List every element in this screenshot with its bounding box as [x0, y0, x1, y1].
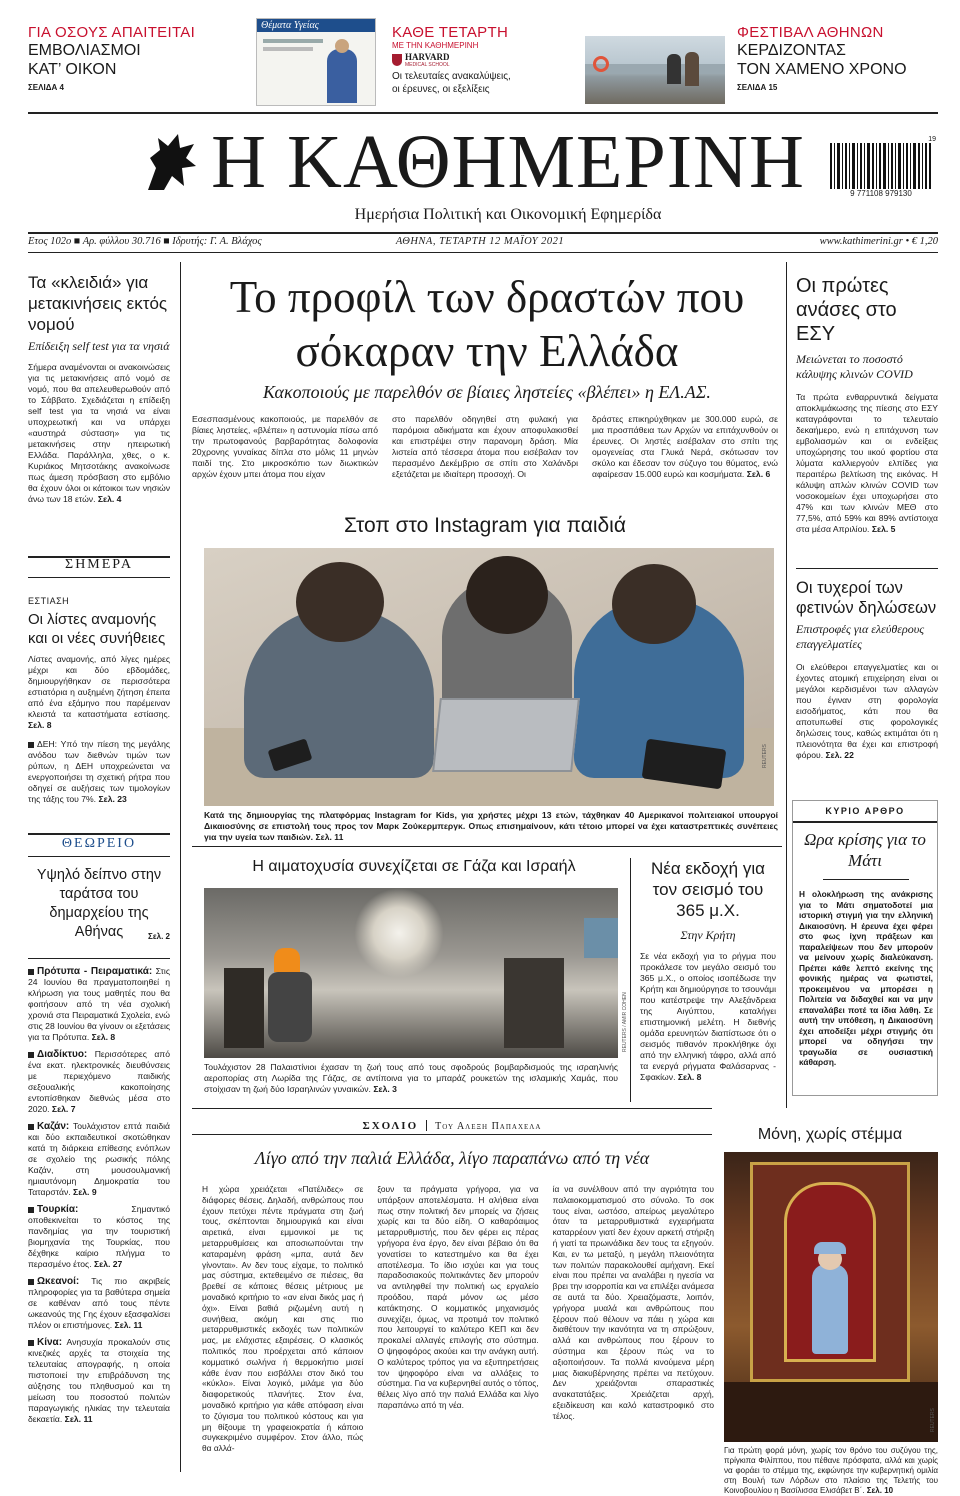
barcode-number: 9 771108 979130 [850, 189, 912, 198]
teaser-harvard[interactable] [392, 24, 552, 96]
main-deck: Κακοποιούς με παρελθόν σε βίαιες ληστείες «βλέπει» η ΕΛ.ΑΣ. [263, 382, 711, 402]
brief-item[interactable]: Κίνα: Ανησυχία προκαλούν στις κινεζικές αρχές τα στοιχεία της τελευταίας απογραφής, η οποία πιστοποιεί την επιβράδυνση της αύξησης του πληθυσμού και τη μείωση του ποσοστού πολιτών παραγωγικής ηλικίας την τελευταία δεκαετία. Σελ. 11 [28, 1337, 170, 1424]
main-body [192, 414, 778, 480]
queen-title[interactable]: Μόνη, χωρίς στέμμα [757, 1126, 903, 1143]
teaser-label: ΓΙΑ ΟΣΟΥΣ ΑΠΑΙΤΕΙΤΑΙ [28, 24, 196, 41]
harvard-shield-icon [392, 54, 402, 66]
instagram-caption: Κατά της δημιουργίας της πλατφόρμας Instagram for Kids, για χρήστες μέχρι 13 ετών, τάχθηκαν 40 Αμερικανοί πολιτειακοί υπουργοί Δικαιοσύνης σε επιστολή τους προς τον Μαρκ Ζούκερμπεργκ. Οπως επισημαίνουν, κάτι τέτοιο μπορεί να έχει καταστρεπτικές συνέπειες για την υγεία των παιδιών. Σελ. 11 [204, 810, 778, 842]
gaza-caption: Τουλάχιστον 28 Παλαιστίνιοι έχασαν τη ζωή τους από τους σφοδρούς βομβαρδισμούς της ισραηλινής αεροπορίας στη Λωρίδα της Γάζας, σε αντίποινα για το μπαράζ ρουκετών της ισλαμικής Χαμάς, που στοίχισαν τη ζωή δύο Ισραηλινών γυναικών. Σελ. 3 [204, 1062, 618, 1094]
instagram-kids-photo [204, 548, 774, 806]
theatre-title: Υψηλό δείπνο στην ταράτσα του δημαρχείου της Αθήνας [36, 867, 162, 940]
lead-title: Τα «κλειδιά» για μετακινήσεις εκτός νομού [28, 273, 168, 334]
teaser-title: ΤΟΝ ΧΑΜΕΝΟ ΧΡΟΝΟ [737, 61, 907, 78]
tax-title: Οι τυχεροί των φετινών δηλώσεων [796, 579, 937, 617]
brief-item[interactable]: Διαδίκτυο: Περισσότερες από ένα εκατ. ηλεκτρονικές διευθύνσεις με περιεχόμενο παιδικής σεξουαλικής κακοποίησης εντοπίσθηκαν διεθνώς μέσα στο 2020. Σελ. 7 [28, 1049, 170, 1114]
issue-date: ΑΘΗΝΑ, ΤΕΤΑΡΤΗ 12 ΜΑΪΟΥ 2021 [395, 236, 565, 247]
comment-col: ξουν τα πράγματα γρήγορα, για να υπάρξουν αποτελέσματα. Η αλήθεια είναι πως στην πολιτική δεν μπορείς να ζήσεις χωρίς και τα δύο είδη. Ο καθαρόαιμος μεταρρυθμιστής, που δεν φέρει εις πέρας γρήγορα ένα έργο, δεν είναι βέβαιο ότι θα γονατίσει το κατεστημένο και θα έχει αποτέλεσμα. Το ίδιο ισχύει και για τους παραδοσιακούς πολιτικάντες δεν μπορούν να αντιληφθεί την πολιτική ως εργαλείο προόδου, παρά μόνον ως μέσο κατάκτησης. Ο κομματικός μηχανισμός συνεχίζει, όμως, να προτιμά τον πολιτικό που λειτουργεί το καλύτερο ΚΕΠ και δεν προκαλεί αλλαγές επιλογής στο σύστημα. Ο ψηφοφόρος ακούει και την ανάγκη αυτή. Ο καλύτερος τρόπος για να εξυπηρετήσεις τον ψηφοφόρο είναι να αλλάξεις το σύστημα. Για να κυβερνηθεί αυτός ο τόπος, θέλεις λίγο από την παλιά Ελλάδα και λίγο παραπάνω από τη νέα. [377, 1184, 539, 1410]
theatre-ref: Σελ. 2 [148, 932, 170, 941]
estiasi-title: Οι λίστες αναμονής και οι νέες συνήθειες [28, 611, 166, 647]
main-body-col: στο παρελθόν οδηγηθεί στη φυλακή για παρόμοια αδικήματα και έχουν αποφυλακισθεί και επιστρέψει στην παρανομη δράση. Μία λιστεία από τέσσερα άτομα που εισέβαλαν τον περασμένο Δεκέμβριο σε σπίτι στο Χαλάνδρι εξετάζεται με ιδιαίτερη προσοχή. Οι [392, 414, 578, 479]
teaser-vaccinations[interactable] [28, 24, 228, 92]
brief-item[interactable]: Τουρκία: Σημαντικό οποθεκινείται το κόστος της πανδημίας για την τουριστική βιομηχανία της Τουρκίας, που δέχθηκε καίριο πλήγμα το περασμένο έτος. Σελ. 27 [28, 1204, 170, 1269]
instagram-photo-credit: REUTERS [762, 744, 768, 768]
estiasi-body: Λίστες αναμονής, από λίγες ημέρες μέχρι και δύο εβδομάδες, δημιουργήθηκαν σε περισσότερα εστιατόρια η αυξημένη ζήτηση έπειτα από ένα εξάμηνο που παρέμειναν κλειστά τα καταστήματα εστίασης. Σελ. 8 [28, 654, 170, 730]
teaser-sublabel: ΜΕ ΤΗΝ ΚΑΘΗΜΕΡΙΝΗ [392, 41, 479, 50]
barcode [826, 136, 936, 202]
theatre-section-label: ΘΕΩΡΕΙΟ [61, 836, 137, 851]
dei-brief: ΔΕΗ: Υπό την πίεση της μεγάλης ανόδου των διεθνών τιμών των ρύπων, η ΔΕΗ υποχρεώνεται να ενεργοποιήσει τη σχετική ρήτρα που οδηγεί σε αυξήσεις των τιμολογίων της τάξης του 7%. Σελ. 23 [28, 739, 170, 804]
tax-story[interactable] [796, 578, 938, 761]
comment-label: ΣΧΟΛΙΟ [362, 1120, 419, 1132]
comment-col: ία να συνέλθουν από την αγριότητα του παλαιοκομματισμού στο σύνολο. Το σοκ τους είναι, ωστόσο, απείρως μεγαλύτερο όταν τα μεταρρυθμιστικά εγχειρήματα καταρρέουν γιατί δεν έχουν αρκετή στήριξη ή γιατί τα πρωινάδικα δεν τους τα εξηγούν. Και, εν τω μεταξύ, η μεγάλη πλειονότητα των πολιτών παρακολουθεί αμήχανη. Εκεί είναι που πρέπει να αναλάβει η ηγεσία να βρει την ισορροπία και να επιλέξει ανάμεσα σε αυτά τα δύο. Χρειαζόμαστε, λοιπόν, γρήγορα μυαλά και ανθρώπους που ξέρουν πού θέλουν να πάει η χώρα και διαθέτουν την ικανότητα να τη σπρώξουν, αλλά και ανθρώπους που ξέρουν το σύστημα και ξέρουν πώς να το αξιοποιήσουν. Τα πολλά κινούμενα μέρη μιας διακυβέρνησης πρέπει να πετύχουν. Δεν χρειάζονται σπαραστικές ανακατατάξεις. Χρειάζεται αρχή, εξειδίκευση και καλό καταστροφικό στο τέλος. [552, 1184, 714, 1421]
main-body-col: Εσεσπασμένους κακοποιούς, με παρελθόν σε βίαιες ληστείες, «βλέπει» η αστυνομία πίσω από την πρωτοφανούς βαρβαρότητας δολοφονία 20χρονης γυναίκας δίπλα στο μόλις 11 μηνών παιδί της. Στο μικροσκόπιο των διωκτικών αρχών έχουν μπει άτομα που είχαν [192, 414, 378, 479]
teaser-page: ΣΕΛΙΔΑ 15 [737, 83, 778, 92]
teaser-line: Οι τελευταίες ανακαλύψεις, [392, 71, 511, 82]
teaser-festival-photo [585, 36, 725, 104]
theatre-story[interactable] [28, 866, 170, 941]
earthquake-story[interactable] [640, 858, 776, 1083]
today-section-label: ΣΗΜΕΡΑ [65, 557, 133, 572]
magazine-title: Θέματα Υγείας [257, 19, 375, 32]
comment-col: Η χώρα χρειάζεται «Πατέλιδες» σε διάφορες θέσεις. Δηλαδή, ανθρώπους που έχουν πετύχει πέντε πράγματα στη ζωή τους, σκέπτονται δημιουργικά και είναι αιρετικά, είναι εμμονικοί με τις μεταρρυθμίσεις και αποσιωπούνται την καταραμένη φράση «μπα, αυτά δεν γίνονται». Αν δεν τους είχαμε, το πολιτικό μας σύστημα, εκτεθειμένο σε πιέσεις, θα βρεθεί σε κάποιες θέσεις μέτριους με μοναδικό κριτήριο το «αν είναι δικός μας ή όχι». Είναι βαθιά ριζωμένη αυτή η συνήθεια, ακόμη και στις πιο μεταρρυθμιστικές εκδοχές των πολιτικών μας, με ελάχιστες εξαιρέσεις. Ο κλασικός πολιτικός που προέρχεται από κάποιον κομματικό σωλήνα ή θερμοκήπιο μισεί κάθε έναν που εισβάλλει στον δικό του «κύκλο». Είναι λογικό, μιλάμε για δύο διαφορετικούς πλανήτες. Στον ένα, μοναδικό κριτήριο για κάθε απόφαση είναι το ζύγισμα του πολιτικού κόστους και για μη θίξουμε τη γραφειοκρατία ή κάποιο συγκεκριμένο συμφέρον. Στον άλλο, πώς θα αλλά- [202, 1184, 364, 1454]
teaser-title: ΚΑΤ’ ΟΙΚΟΝ [28, 61, 117, 78]
brief-item[interactable]: Ωκεανοί: Τις πιο ακριβείς πληροφορίες για τα βαθύτερα σημεία σε καθέναν από τους πέντε ωκεανούς της Γης έχουν εξασφαλίσει πλέον οι επιστήμονες. Σελ. 11 [28, 1276, 171, 1330]
lead-subtitle: Επίδειξη self test για τα νησιά [28, 339, 170, 353]
main-body-col: δράστες επικηρύχθηκαν με 300.000 ευρώ, σε μια προσπάθεια των Αρχών να επιτάχυνθούν οι έρευνες. Οι ληστές εισέβαλαν στο σπίτι της ομογενείας στα Γλυκά Νερά, σκότωσαν τον σκύλο και έδεσαν τον σύζυγο του θύματος, ενώ αφαίρεσαν 15.000 ευρώ και κοσμήματα. Σελ. 6 [592, 414, 778, 479]
gaza-photo [204, 888, 618, 1058]
bullet-icon [28, 1279, 34, 1285]
gaza-photo-credit: REUTERS / AMIR COHEN [622, 992, 628, 1052]
queen-photo [724, 1152, 938, 1442]
magazine-cover [256, 18, 376, 106]
bullet-icon [28, 1124, 34, 1130]
estiasi-kicker: ΕΣΤΙΑΣΗ [28, 596, 70, 606]
teaser-title: ΕΜΒΟΛΙΑΣΜΟΙ [28, 42, 141, 59]
comment-title[interactable]: Λίγο από την παλιά Ελλάδα, λίγο παραπάνω από τη νέα [254, 1148, 650, 1168]
lead-body: Σήμερα αναμένονται οι ανακοινώσεις για τις μετακινήσεις από νομό σε νομό, που θα απελευθερωθούν από το Σάββατο. Σχεδιάζεται η επίδειξη self test για τα νησιά να είναι υποχρεωτική και να υπάρχει «αυστηρά σύσταση» για τις μετακινήσεις στην ηπειρωτική Ελλάδα. Παράλληλα, χθες, ο κ. Κυριάκος Μητσοτάκης ανακοίνωσε πως άμεση πρόσβαση στο εμβόλιο θα έχουν όλοι οι κάτοικοι των νησιών άνω των 18 ετών. Σελ. 4 [28, 362, 170, 504]
partner-name: HARVARD [405, 52, 450, 62]
teaser-label: ΦΕΣΤΙΒΑΛ ΑΘΗΝΩΝ [737, 24, 884, 41]
tax-subtitle: Επιστροφές για ελεύθερους επαγγελματίες [796, 622, 925, 651]
teaser-line: οι έρευνες, οι εξελίξεις [392, 84, 490, 95]
teaser-festival[interactable] [737, 24, 937, 92]
bullet-icon [28, 742, 34, 748]
editorial-title: Ωρα κρίσης για το Μάτι [804, 830, 926, 870]
quake-title: Νέα εκδοχή για τον σεισμό του 365 μ.Χ. [651, 859, 765, 920]
barcode-top: 19 [928, 136, 936, 143]
bullet-icon [28, 969, 34, 975]
briefs-list [28, 966, 170, 1431]
site-and-price: www.kathimerini.gr • € 1,20 [819, 236, 938, 247]
brief-item[interactable]: Πρότυπα - Πειραματικά: Στις 24 Ιουνίου θα πραγματοποιηθεί η κλήρωση για τους μαθητές που θα φοιτήσουν από τη νέα σχολική χρονιά στα Πειραματικά Σχολεία, ενώ στις 28 Ιουνίου θα γίνουν οι εξετάσεις για τα Πρότυπα. Σελ. 8 [28, 966, 170, 1042]
instagram-title[interactable]: Στοπ στο Instagram για παιδιά [344, 514, 626, 537]
brief-item[interactable]: Καζάν: Τουλάχιστον επτά παιδιά και δύο εκπαιδευτικοί σκοτώθηκαν κατά τη διάρκεια επίθεσης ενόπλων σε σχολείο της ρωσικής πόλης Καζάν, στη μουσουλμανική ημιαυτόνομη Δημοκρατία του Ταταρστάν. Σελ. 9 [28, 1121, 170, 1197]
lead-mobility-story[interactable] [28, 272, 170, 505]
main-headline[interactable]: Το προφίλ των δραστών που σόκαραν την Ελλάδα [229, 272, 745, 376]
comment-header [192, 1116, 712, 1134]
teaser-page: ΣΕΛΙΔΑ 4 [28, 83, 64, 92]
esy-subtitle: Μειώνεται το ποσοστό κάλυψης κλινών COVID [796, 352, 913, 381]
quake-subtitle: Στην Κρήτη [680, 928, 736, 942]
editorial-box[interactable] [792, 800, 938, 1096]
queen-caption: Για πρώτη φορά μόνη, χωρίς τον θρόνο του συζύγου της, πρίγκιπα Φιλίππου, που πέθανε πρόσφατα, αλλά και χωρίς να φοράει το στέμμα της, εκφώνησε την κυβερνητική ομιλία στη Βουλή των Λόρδων στο πλαίσιο της Τελετής του Κοινοβουλίου η Βασίλισσα Ελισάβετ Β΄. Σελ. 10 [724, 1446, 938, 1495]
bullet-icon [28, 1207, 34, 1213]
esy-story[interactable] [796, 274, 938, 535]
comment-author: Του Αλεξη Παπαχελα [435, 1121, 542, 1132]
editorial-body: Η ολοκλήρωση της ανάκρισης για το Μάτι σηματοδοτεί μια ιστορική στιγμή για την ελληνική Δικαιοσύνη. Η έρευνα έχει φέρει στο φως ίχνη πράξεων και παραλείψεων που δεν μπορούν να μείνουν χωρίς διαλεύκανση. Πρέπει κάθε λεπτό εκείνης της φονικής ημέρας να φωτιστεί, προκειμένου να μπορέσει η Πολιτεία να διδαχθεί και να μην επαναλάβει ποτέ τα ίδια λάθη. Σε αυτή την υπόθεση, η Δικαιοσύνη έχει αποδείξει μέχρι στιγμής ότι μπορεί να οδηγήσει την τραγωδία σε ουσιαστική κάθαρση. [799, 889, 933, 1067]
issue-info: Eτος 102ο ■ Αρ. φύλλου 30.716 ■ Ιδρυτής: Γ. Α. Βλάχος [28, 236, 262, 247]
teaser-health-magazine[interactable] [256, 18, 381, 106]
bullet-icon [28, 1340, 34, 1346]
partner-sub: MEDICAL SCHOOL [405, 62, 450, 68]
quake-body: Σε νέα εκδοχή για το ρήγμα που προκάλεσε τον μεγάλο σεισμό του 365 μ.Χ., ο οποίος ισοπέδωσε την Κρήτη και δημιούργησε το τσουνάμι που κατέστρεψε την Αλεξάνδρεια της Αιγύπτου, καταλήγει επιστημονική μελέτη. Η διεθνής ομάδα ερευνητών διαπίστωσε ότι ο σεισμός πιθανόν προκλήθηκε όχι από την ελληνική τάφρο, αλλά από τα ενεργά ρήγματα Φαλάσαρνας - Σφακίων. Σελ. 8 [640, 951, 776, 1082]
bullet-icon [28, 1052, 34, 1058]
gaza-title[interactable]: Η αιματοχυσία συνεχίζεται σε Γάζα και Ισραήλ [252, 858, 576, 875]
comment-body [202, 1184, 714, 1454]
teaser-label: ΚΑΘΕ ΤΕΤΑΡΤΗ [392, 24, 509, 41]
griffin-logo-icon [138, 128, 204, 198]
editorial-label: ΚΥΡΙΟ ΑΡΘΡΟ [825, 806, 905, 816]
tax-body: Οι ελεύθεροι επαγγελματίες και οι έχοντες ατομική επιχείρηση είναι οι μεγάλοι κερδισμένοι των αλλαγών που έγιναν στη φορολογία εισοδήματος, κάτι που θα αποτυπωθεί στις φορολογικές δηλώσεις τους, καθώς εκτιμάται ότι η πλειονότητα θα έχει και επιστροφή φόρου. Σελ. 22 [796, 662, 938, 760]
masthead-tagline: Ημερήσια Πολιτική και Οικονομική Εφημερίδα [354, 206, 662, 223]
queen-photo-credit: REUTERS [930, 1408, 936, 1432]
masthead-title: Η ΚΑΘΗΜΕΡΙΝΗ [211, 120, 805, 204]
estiasi-story[interactable] [28, 596, 170, 805]
teaser-title: ΚΕΡΔΙΖΟΝΤΑΣ [737, 42, 846, 59]
esy-title: Οι πρώτες ανάσες στο ΕΣΥ [796, 275, 897, 345]
esy-body: Τα πρώτα ενθαρρυντικά δείγματα αποκλιμάκωσης της πίεσης στο ΕΣΥ καταγράφονται το τελευταίο δεκαήμερο, ενώ η επιτάχυνση των εμβολιασμών και οι ενδείξεις υποχώρησης του ιικού φορτίου στα λύματα καλλιεργούν ελπίδες για περαιτέρω βελτίωση της εικόνας. Η κάλυψη απλών κλινών COVID των νοσοκομείων έχει υποχωρήσει στο 47% και των κλινών ΜΕΘ στο 77,5%, από 59% και 89% αντίστοιχα στα μέσα Απριλίου. Σελ. 5 [796, 392, 938, 534]
